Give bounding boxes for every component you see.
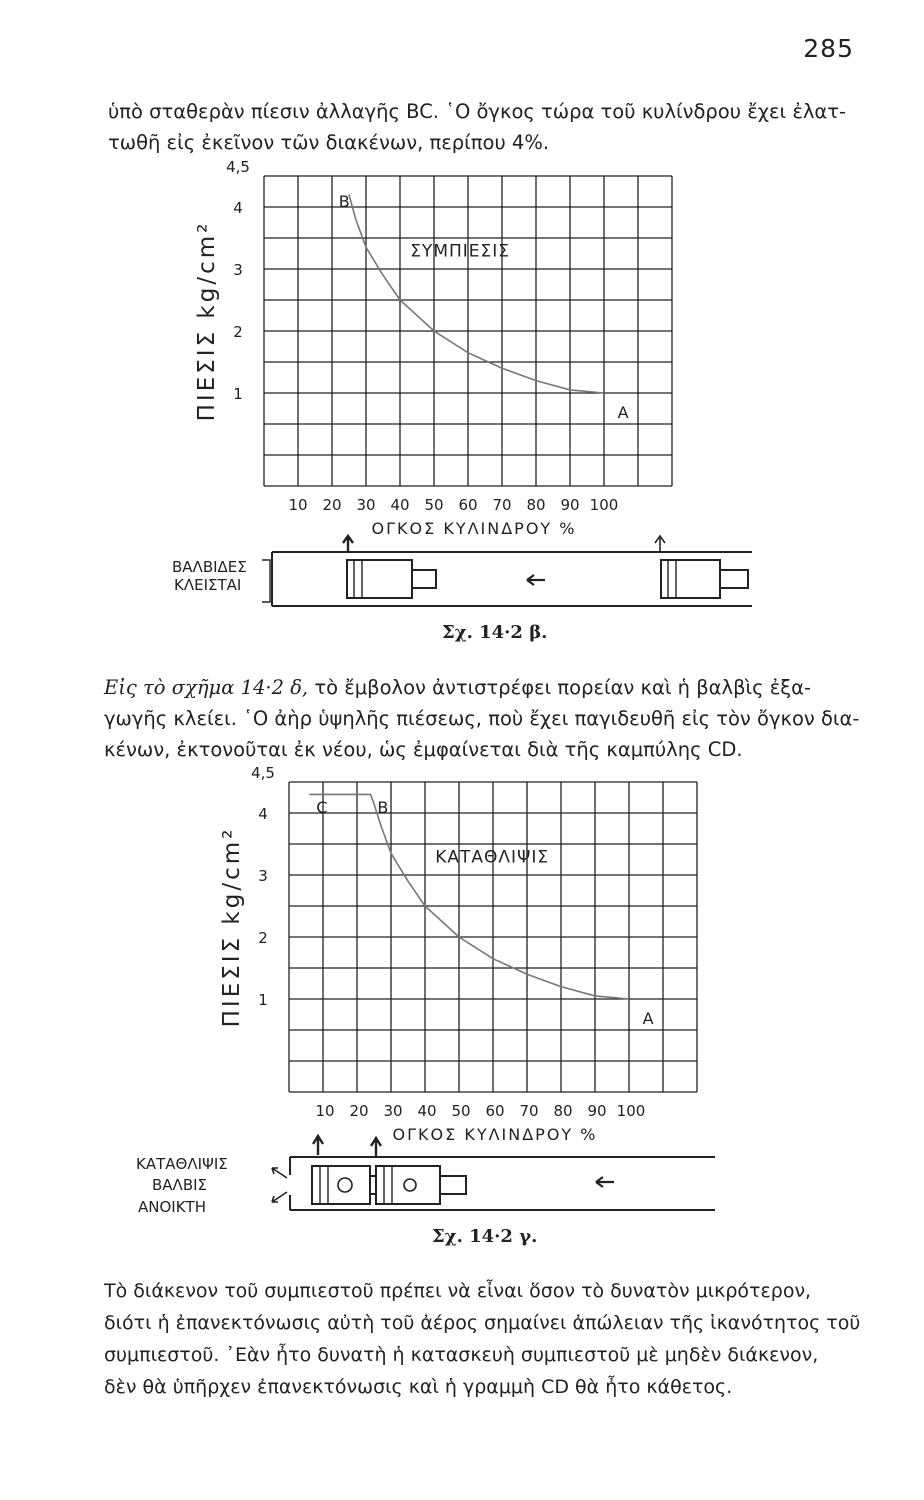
x-tick-label: 20 [349, 1102, 369, 1120]
x-tick-label: 20 [322, 496, 342, 514]
y-tick-label: 4 [233, 199, 243, 217]
x-tick-label: 100 [616, 1102, 646, 1120]
x-tick-label: 40 [390, 496, 410, 514]
point-label: B [377, 798, 389, 817]
series-curve [349, 195, 604, 393]
valve-bracket [262, 560, 270, 602]
x-tick-label: 10 [288, 496, 308, 514]
y-axis-label: ΠΙΕΣΙΣ kg/cm² [194, 220, 220, 422]
paragraph-2-text: τὸ ἔμβολον ἀντιστρέφει πορείαν καὶ ἡ βαλβὶς ἐξα- [308, 676, 812, 699]
x-tick-label: 60 [485, 1102, 505, 1120]
page-number: 285 [803, 34, 854, 63]
paragraph-2-line: γωγῆς κλείει. ῾Ο ἀὴρ ὑψηλῆς πιέσεως, ποὺ ἔχει παγιδευθῆ εἰς τὸν ὄγκον δια- [104, 707, 860, 730]
x-tick-label: 80 [526, 496, 546, 514]
x-tick-label: 90 [560, 496, 580, 514]
x-tick-label: 70 [492, 496, 512, 514]
valve-label: ΚΛΕΙΣΤΑΙ [174, 576, 242, 594]
paragraph-1-line: τωθῆ εἰς ἐκεῖνον τῶν διακένων, περίπου 4%. [108, 131, 550, 154]
x-tick-label: 100 [589, 496, 619, 514]
y-axis-label: ΠΙΕΣΙΣ kg/cm² [219, 826, 245, 1028]
piston-body-right [661, 560, 720, 598]
motion-arrow-left-icon [527, 575, 545, 585]
y-tick-label: 3 [258, 867, 268, 885]
motion-arrow-left-icon [596, 1177, 614, 1187]
valve-arrow-up-icon [371, 1138, 381, 1157]
valve-arrow-up-outline-icon [655, 536, 665, 552]
paragraph-3-line: δὲν θὰ ὑπῆρχεν ἐπανεκτόνωσις καὶ ἡ γραμμὴ CD θὰ ἦτο κάθετος. [104, 1376, 733, 1398]
x-tick-label: 30 [383, 1102, 403, 1120]
valve-label: ΒΑΛΒΙΔΕΣ [172, 558, 247, 576]
valve-label: ΒΑΛΒΙΣ [152, 1176, 208, 1194]
y-tick-label: 3 [233, 261, 243, 279]
paragraph-3 [104, 1275, 860, 1403]
piston-rod-left [412, 570, 436, 588]
y-tick-label: 1 [233, 385, 243, 403]
valve-label: ΑΝΟΙΚΤΗ [138, 1198, 206, 1216]
piston-rod-right [720, 570, 748, 588]
x-tick-label: 10 [315, 1102, 335, 1120]
y-tick-label: 2 [233, 323, 243, 341]
paragraph-3-line: Τὸ διάκενον τοῦ συμπιεστοῦ πρέπει νὰ εἶναι ὅσον τὸ δυνατὸν μικρότερον, [104, 1280, 812, 1302]
paragraph-2-line: κένων, ἐκτονοῦται ἐκ νέου, ὡς ἐμφαίνεται διὰ τῆς καμπύλης CD. [104, 738, 743, 761]
y-tick-label: 4 [258, 805, 268, 823]
x-tick-label: 40 [417, 1102, 437, 1120]
x-axis-label: ΟΓΚΟΣ ΚΥΛΙΝΔΡΟΥ % [392, 1125, 598, 1144]
x-tick-label: 30 [356, 496, 376, 514]
discharge-arrows-icon [272, 1168, 287, 1202]
piston-body-right [376, 1166, 440, 1204]
valve-arrow-up-icon [313, 1136, 323, 1155]
paragraph-2 [104, 672, 859, 765]
y-tick-label: 1 [258, 991, 268, 1009]
figure-reference: Εἰς τὸ σχῆμα 14·2 δ, [104, 676, 309, 699]
paragraph-1-line: ὑπὸ σταθερὰν πίεσιν ἀλλαγῆς BC. ῾Ο ὄγκος τώρα τοῦ κυλίνδρου ἔχει ἐλατ- [108, 100, 847, 123]
paragraph-3-line: συμπιεστοῦ. ᾿Εὰν ἦτο δυνατὴ ἡ κατασκευὴ συμπιεστοῦ μὲ μηδὲν διάκενον, [104, 1344, 819, 1366]
x-tick-label: 70 [519, 1102, 539, 1120]
y-tick-label: 4,5 [251, 764, 275, 782]
figure-1-caption: Σχ. 14·2 β. [442, 622, 548, 643]
point-label: A [642, 1008, 654, 1028]
x-tick-label: 90 [587, 1102, 607, 1120]
x-tick-label: 80 [553, 1102, 573, 1120]
x-axis-label: ΟΓΚΟΣ ΚΥΛΙΝΔΡΟΥ % [371, 519, 577, 538]
valve-label: ΚΑΤΑΘΛΙΨΙΣ [136, 1155, 228, 1173]
x-tick-label: 50 [424, 496, 444, 514]
point-label: C [316, 798, 328, 817]
y-tick-label: 4,5 [226, 158, 250, 176]
point-label: ΚΑΤΑΘΛΙΨΙΣ [435, 847, 550, 868]
point-label: ΣΥΜΠΙΕΣΙΣ [410, 241, 511, 262]
y-tick-label: 2 [258, 929, 268, 947]
piston-rod-right [440, 1176, 466, 1194]
figure-2-caption: Σχ. 14·2 γ. [432, 1226, 538, 1247]
point-label: A [617, 402, 629, 422]
x-tick-label: 50 [451, 1102, 471, 1120]
piston-body-left [347, 560, 412, 598]
valve-arrow-up-icon [343, 536, 353, 552]
paragraph-3-line: διότι ἡ ἐπανεκτόνωσις αὐτὴ τοῦ ἀέρος σημαίνει ἀπώλειαν τῆς ἱκανότητος τοῦ [104, 1312, 861, 1334]
x-tick-label: 60 [458, 496, 478, 514]
point-label: B [338, 192, 350, 211]
